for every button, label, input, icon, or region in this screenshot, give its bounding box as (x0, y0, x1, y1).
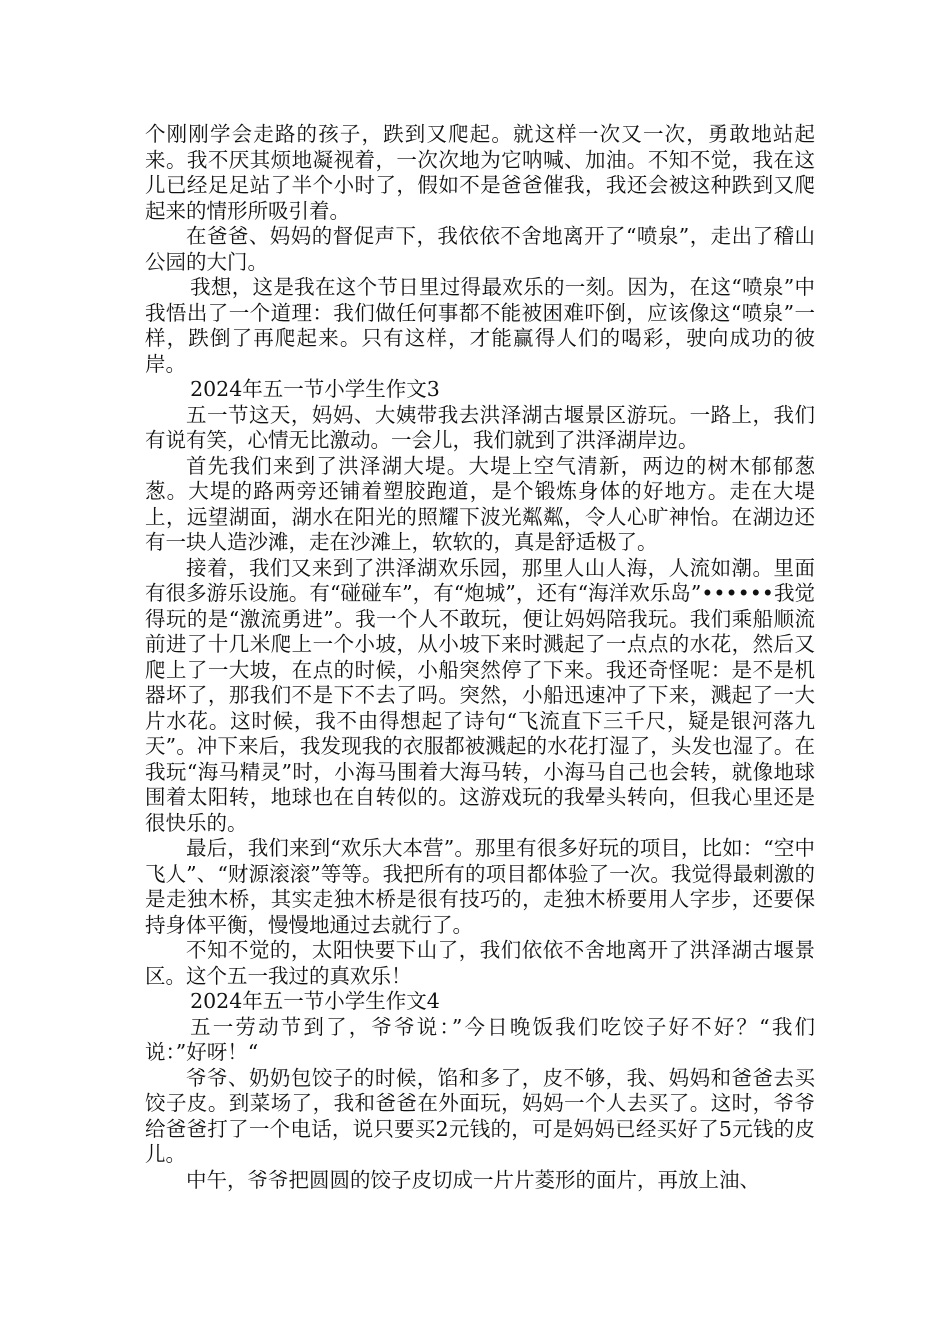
document-body (145, 122, 815, 1193)
paragraph: 中午，爷爷把圆圆的饺子皮切成一片片菱形的面片，再放上油、 (186, 1167, 760, 1192)
paragraph: 五一节这天，妈妈、大姨带我去洪泽湖古堰景区游玩。一路上，我们有说有笑，心情无比激动。一会儿，我们就到了洪泽湖岸边。 (145, 402, 815, 452)
paragraph: 不知不觉的，太阳快要下山了，我们依依不舍地离开了洪泽湖古堰景区。这个五一我过的真欢乐！ (145, 938, 815, 988)
section-heading: 2024年五一节小学生作文3 (190, 377, 440, 401)
paragraph: 首先我们来到了洪泽湖大堤。大堤上空气清新，两边的树木郁郁葱葱。大堤的路两旁还铺着塑胶跑道，是个锻炼身体的好地方。走在大堤上，远望湖面，湖水在阳光的照耀下波光粼粼，令人心旷神怡。在湖边还有一块人造沙滩，走在沙滩上，软软的，真是舒适极了。 (145, 453, 815, 554)
paragraph: 五一劳动节到了，爷爷说：”今日晚饭我们吃饺子好不好？“我们说：”好呀！“ (145, 1014, 815, 1064)
paragraph-continuation: 个刚刚学会走路的孩子，跌到又爬起。就这样一次又一次，勇敢地站起来。我不厌其烦地凝视着，一次次地为它呐喊、加油。不知不觉，我在这儿已经足足站了半个小时了，假如不是爸爸催我，我还会被这种跌到又爬起来的情形所吸引着。 (145, 122, 815, 223)
paragraph: 在爸爸、妈妈的督促声下，我依依不舍地离开了“喷泉”，走出了稽山公园的大门。 (145, 224, 815, 274)
paragraph: 爷爷、奶奶包饺子的时候，馅和多了，皮不够，我、妈妈和爸爸去买饺子皮。到菜场了，我和爸爸在外面玩，妈妈一个人去买了。这时，爷爷给爸爸打了一个电话，说只要买2元钱的，可是妈妈已经买好了5元钱的皮儿。 (145, 1065, 815, 1166)
section-heading: 2024年五一节小学生作文4 (190, 989, 440, 1013)
paragraph: 我想，这是我在这个节日里过得最欢乐的一刻。因为，在这“喷泉”中我悟出了一个道理：我们做任何事都不能被困难吓倒，应该像这“喷泉”一样，跌倒了再爬起来。只有这样，才能赢得人们的喝彩，驶向成功的彼岸。 (145, 275, 815, 376)
paragraph: 接着，我们又来到了洪泽湖欢乐园，那里人山人海，人流如潮。里面有很多游乐设施。有“碰碰车”，有“炮城”，还有“海洋欢乐岛”••••••我觉得玩的是“激流勇进”。我一个人不敢玩，便让妈妈陪我玩。我们乘船顺流前进了十几米爬上一个小坡，从小坡下来时溅起了一点点的水花，然后又爬上了一大坡，在点的时候，小船突然停了下来。我还奇怪呢：是不是机器坏了，那我们不是下不去了吗。突然，小船迅速冲了下来，溅起了一大片水花。这时候，我不由得想起了诗句“飞流直下三千尺，疑是银河落九天”。冲下来后，我发现我的衣服都被溅起的水花打湿了，头发也湿了。在我玩“海马精灵”时，小海马围着大海马转，小海马自己也会转，就像地球围着太阳转，地球也在自转似的。这游戏玩的我晕头转向，但我心里还是很快乐的。 (145, 555, 815, 835)
paragraph: 最后，我们来到“欢乐大本营”。那里有很多好玩的项目，比如：“空中飞人”、“财源滚滚”等等。我把所有的项目都体验了一次。我觉得最刺激的是走独木桥，其实走独木桥是很有技巧的，走独木桥要用人字步，还要保持身体平衡，慢慢地通过去就行了。 (145, 836, 815, 937)
